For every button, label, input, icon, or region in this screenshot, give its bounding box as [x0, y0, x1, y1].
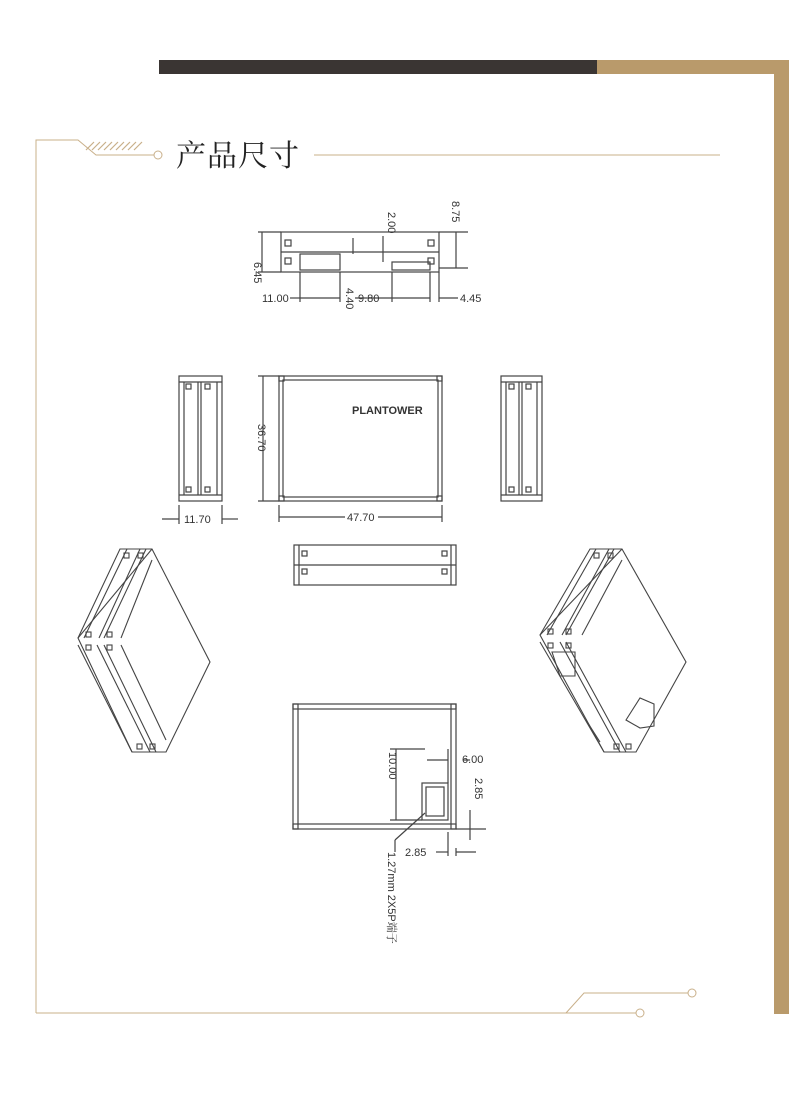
dim-bottom-6-00: 6.00 [462, 754, 484, 766]
dim-top-4-40: 4.40 [343, 288, 355, 310]
dim-top-9-80: 9.80 [358, 293, 380, 305]
dim-bottom-10-00: 10.00 [386, 752, 398, 780]
dim-top-6-45: 6.45 [251, 262, 263, 284]
edge-view [294, 545, 456, 585]
title-hatch [86, 142, 142, 150]
brand-label: PLANTOWER [352, 405, 423, 417]
header-bar-gold [597, 60, 789, 74]
right-isometric [540, 549, 686, 752]
bottom-view [293, 704, 486, 856]
dim-top-8-75: 8.75 [449, 201, 461, 223]
dim-top-11-00: 11.00 [262, 293, 289, 305]
dim-front-36-70: 36.70 [255, 424, 267, 452]
dim-top-4-45: 4.45 [460, 293, 482, 305]
dim-bottom-2-85-v: 2.85 [472, 778, 484, 800]
right-frame-bar [774, 60, 789, 1014]
page-title: 产品尺寸 [176, 139, 300, 174]
left-side-view [162, 376, 238, 524]
dim-top-2-00: 2.00 [385, 212, 397, 234]
front-view [258, 376, 442, 522]
top-view [258, 232, 468, 302]
dim-front-47-70: 47.70 [347, 512, 375, 524]
dim-bottom-2-85-h: 2.85 [405, 847, 427, 859]
left-isometric [78, 549, 210, 752]
header-bar-dark [159, 60, 597, 74]
dim-side-11-70: 11.70 [184, 514, 211, 526]
right-side-view [501, 376, 542, 501]
connector-note: 1.27mm 2X5P端子 [385, 852, 397, 944]
